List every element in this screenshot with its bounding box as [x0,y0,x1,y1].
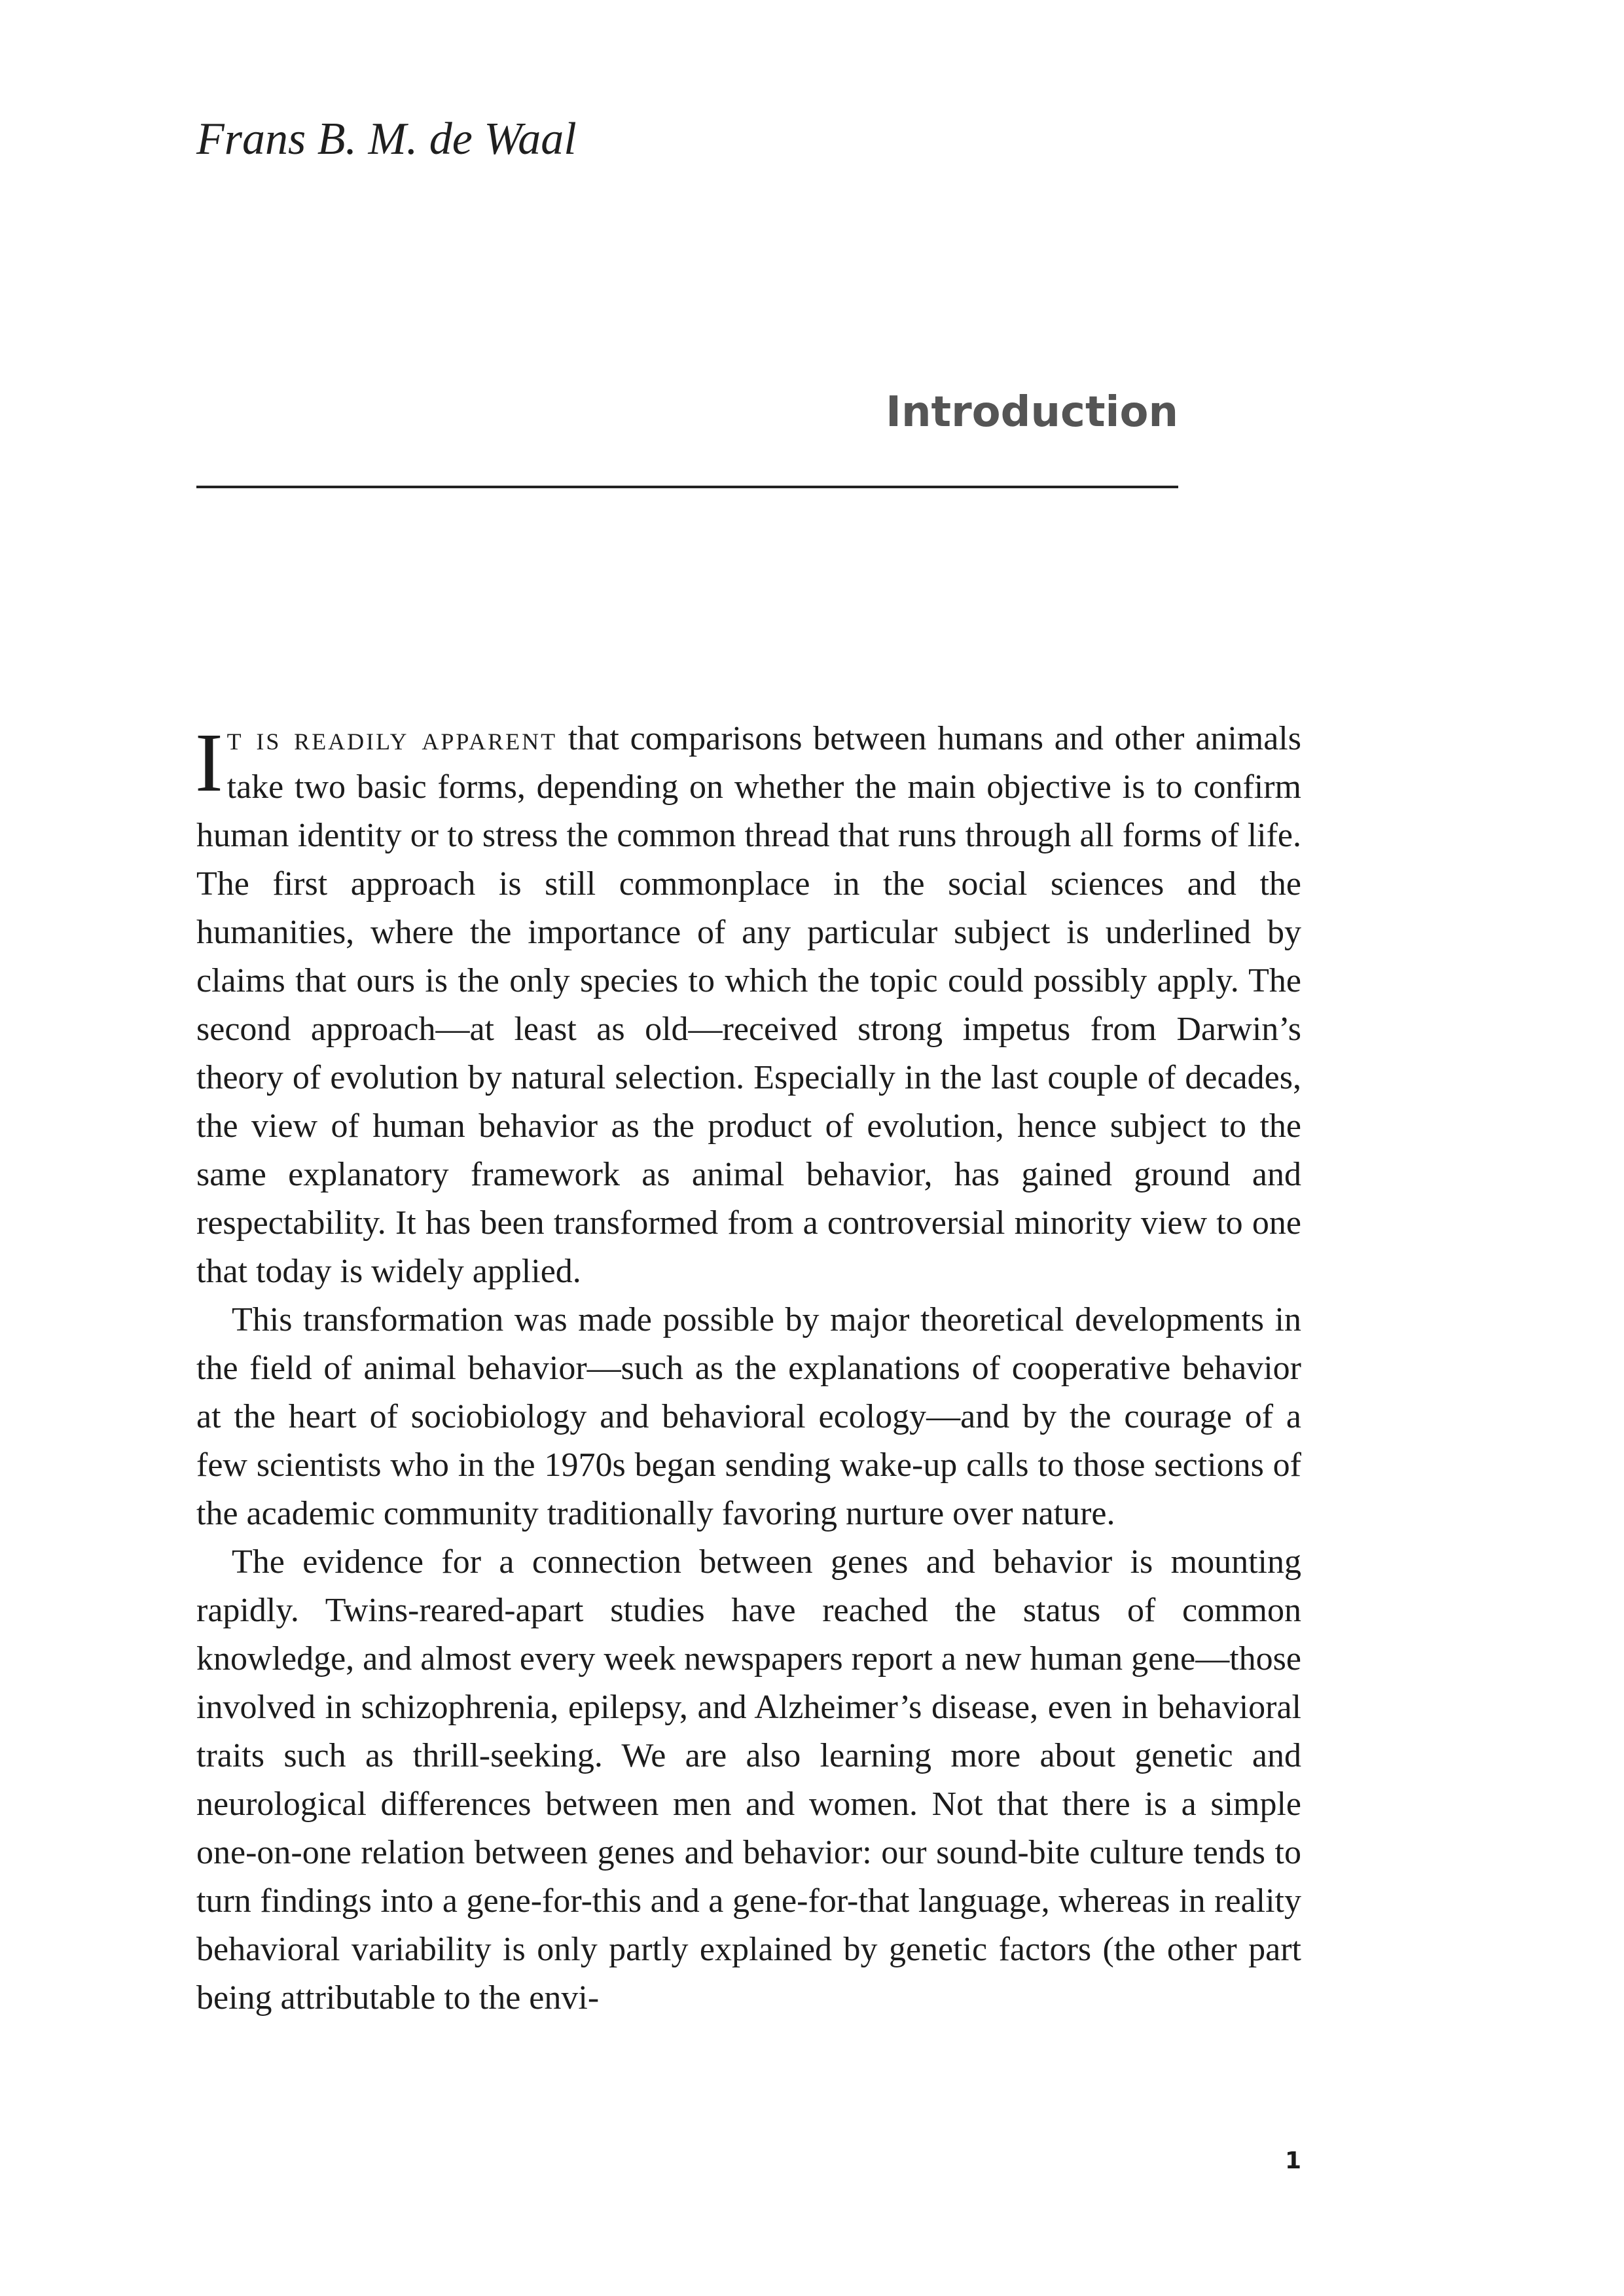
body-text [196,715,1301,2022]
drop-cap: I [195,716,223,809]
title-rule [196,486,1178,488]
paragraph-1-text: that comparisons between humans and other animals take two basic forms, depending on whether the main objective is to confirm human identity or to stress the common thread that runs through all forms of life. The first approach is still commonplace in the social sciences and the humanities, where the importance of any particular subject is underlined by claims that ours is the only species to which the topic could possibly apply. The second approach—at least as old—received strong impetus from Darwin’s theory of evolution by natural selection. Especially in the last couple of decades, the view of human behavior as the product of evolution, hence subject to the same explanatory framework as animal behavior, has gained ground and respectability. It has been transformed from a controversial minority view to one that today is widely applied. [196,720,1301,1290]
opening-small-caps: t is readily apparent [226,720,558,757]
chapter-title: Introduction [886,388,1178,437]
page-number: 1 [1284,2147,1301,2174]
paragraph-2: This transformation was made possible by major theoretical developments in the field of animal behavior—such as the explanations of cooperative behavior at the heart of sociobiology and behavioral ecology—and by the courage of a few scientists who in the 1970s began sending wake-up calls to those sections of the academic community traditionally favoring nurture over nature. [196,1301,1301,1532]
paragraph-3: The evidence for a connection between genes and behavior is mounting rapidly. Twins-reared-apart studies have reached the status of common knowledge, and almost every week newspapers report a new human gene—those involved in schizophrenia, epilepsy, and Alzheimer’s disease, even in behavioral traits such as thrill-seeking. We are also learning more about genetic and neurological differences between men and women. Not that there is a simple one-on-one relation between genes and behavior: our sound-bite culture tends to turn findings into a gene-for-this and a gene-for-that language, whereas in reality behavioral variability is only partly explained by genetic factors (the other part being attributable to the envi- [196,1543,1301,2017]
paragraph-1 [196,715,1301,1296]
author-name: Frans B. M. de Waal [196,114,577,164]
